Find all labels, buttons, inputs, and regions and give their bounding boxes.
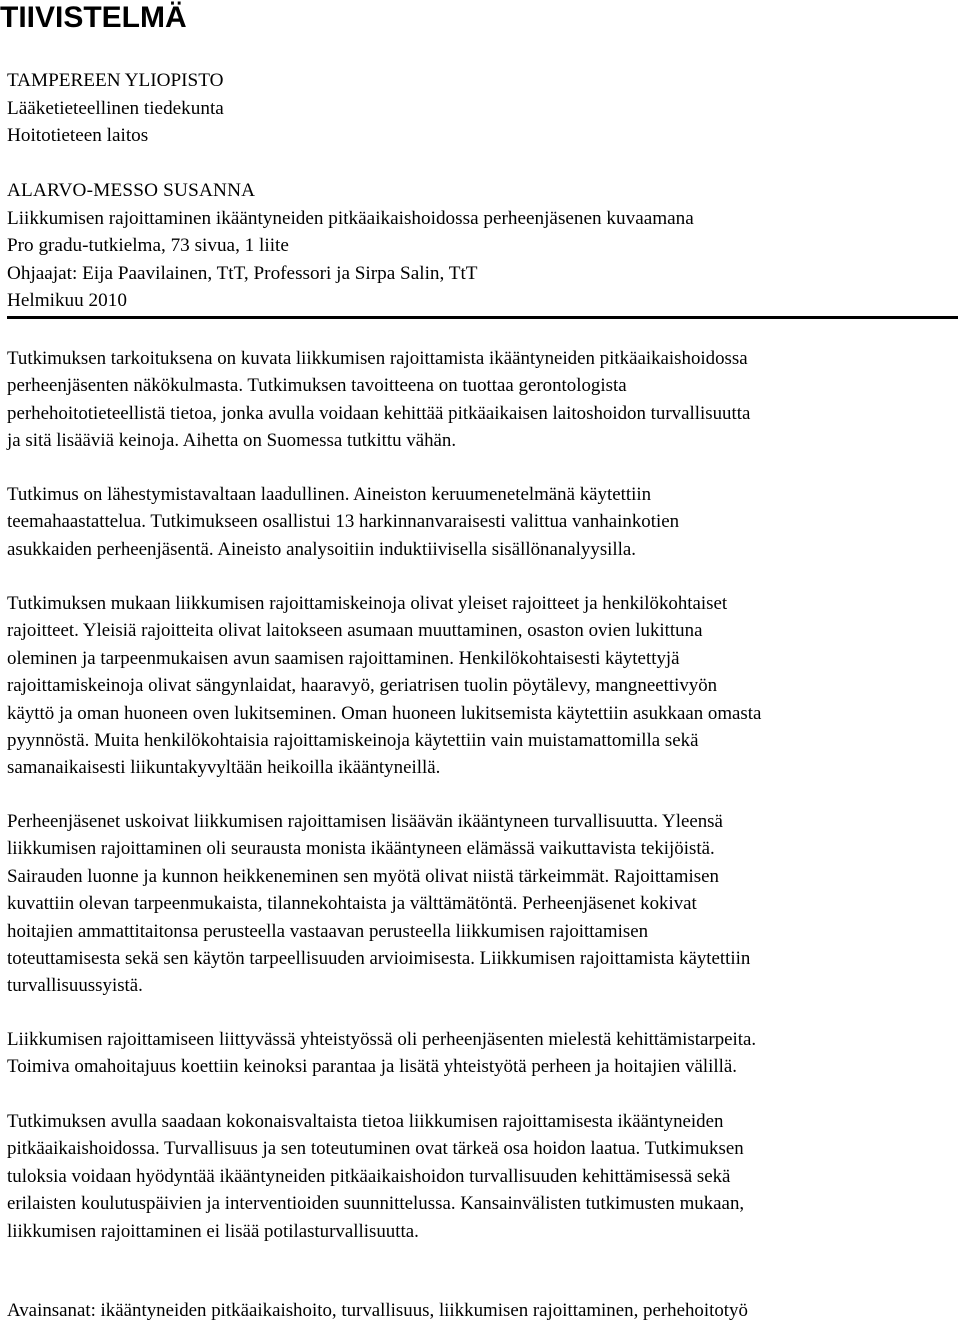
paragraph-line: Tutkimuksen tarkoituksena on kuvata liikkumisen rajoittamista ikääntyneiden pitkäaikaishoidossa: [7, 348, 748, 369]
keywords-line: [7, 1297, 947, 1324]
thesis-title: Liikkumisen rajoittaminen ikääntyneiden pitkäaikaishoidossa perheenjäsenen kuvaamana: [7, 207, 694, 229]
thesis-supervisors: Ohjaajat: Eija Paavilainen, TtT, Professori ja Sirpa Salin, TtT: [7, 262, 478, 284]
paragraph-line: teemahaastattelua. Tutkimukseen osallistui 13 harkinnanvaraisesti valittua vanhainkotien: [7, 511, 680, 533]
paragraph-line: rajoittamiskeinoja olivat sängynlaidat, haaravyö, geriatrisen tuolin pöytälevy, mangneettivyön: [7, 675, 718, 697]
paragraph-line: tuloksia voidaan hyödyntää ikääntyneiden pitkäaikaishoidon turvallisuuden kehittämisessä sekä: [7, 1165, 731, 1187]
page-heading: TIIVISTELMÄ: [0, 1, 187, 34]
faculty-name: Lääketieteellinen tiedekunta: [7, 97, 224, 119]
thesis-date: Helmikuu 2010: [7, 290, 127, 312]
paragraph-line: rajoitteet. Yleisiä rajoitteita olivat laitokseen asumaan muuttaminen, osaston ovien lukittuna: [7, 620, 703, 642]
paragraph-line: toteuttamisesta sekä sen käytön tarpeellisuuden arvioimisesta. Liikkumisen rajoittamista käytettiin: [7, 948, 751, 970]
abstract-paragraph-purpose: [7, 345, 947, 455]
institution-block: [7, 67, 957, 150]
thesis-info-block: [7, 177, 957, 315]
thesis-type: Pro gradu-tutkielma, 73 sivua, 1 liite: [7, 235, 289, 257]
paragraph-line: liikkumisen rajoittaminen oli seurausta monista ikääntyneen elämässä vaikuttavista tekijöistä.: [7, 838, 715, 860]
paragraph-line: Tutkimuksen avulla saadaan kokonaisvaltaista tietoa liikkumisen rajoittamisesta ikääntyneiden: [7, 1111, 724, 1132]
paragraph-line: oleminen ja tarpeenmukaisen avun saamisen rajoittaminen. Henkilökohtaisesti käytettyjä: [7, 647, 680, 669]
paragraph-line: pyynnöstä. Muita henkilökohtaisia rajoittamiskeinoja käytettiin vain muistamattomilla sekä: [7, 730, 699, 752]
paragraph-line: Sairauden luonne ja kunnon heikkeneminen sen myötä olivat niistä tärkeimmät. Rajoittamisen: [7, 865, 719, 887]
paragraph-line: Toimiva omahoitajuus koettiin keinoksi parantaa ja lisätä yhteistyötä perheen ja hoitajien välillä.: [7, 1056, 737, 1078]
department-name: Hoitotieteen laitos: [7, 125, 149, 147]
paragraph-line: Liikkumisen rajoittamiseen liittyvässä yhteistyössä oli perheenjäsenten mielestä kehittämistarpeita.: [7, 1029, 757, 1050]
paragraph-line: käyttö ja oman huoneen oven lukitseminen. Oman huoneen lukitsemista käytettiin asukkaan omasta: [7, 702, 762, 724]
paragraph-line: kuvattiin olevan tarpeenmukaista, tilannekohtaista ja välttämätöntä. Perheenjäsenet kokivat: [7, 893, 697, 915]
paragraph-line: Tutkimus on lähestymistavaltaan laadullinen. Aineiston keruumenetelmänä käytettiin: [7, 484, 652, 505]
abstract-paragraph-family-views: [7, 808, 947, 1000]
paragraph-line: erilaisten koulutuspäivien ja interventioiden suunnittelussa. Kansainvälisten tutkimusten mukaan,: [7, 1193, 745, 1215]
abstract-paragraph-conclusion: [7, 1108, 947, 1245]
paragraph-line: perheenjäsenten näkökulmasta. Tutkimuksen tavoitteena on tuottaa gerontologista: [7, 375, 627, 397]
paragraph-line: asukkaiden perheenjäsentä. Aineisto analysoitiin induktiivisella sisällönanalyysilla.: [7, 538, 637, 560]
keywords-text: Avainsanat: ikääntyneiden pitkäaikaishoito, turvallisuus, liikkumisen rajoittaminen, perhehoitotyö: [7, 1300, 748, 1321]
horizontal-rule: [7, 316, 958, 319]
paragraph-line: ja sitä lisääviä keinoja. Aihetta on Suomessa tutkittu vähän.: [7, 430, 457, 452]
paragraph-line: liikkumisen rajoittaminen ei lisää potilasturvallisuutta.: [7, 1220, 419, 1242]
abstract-paragraph-results: [7, 590, 947, 782]
paragraph-line: hoitajien ammattitaitonsa perusteella vastaavan perusteella liikkumisen rajoittamisen: [7, 920, 649, 942]
paragraph-line: samanaikaisesti liikuntakyvyltään heikoilla ikääntyneillä.: [7, 757, 441, 779]
author-name: ALARVO-MESSO SUSANNA: [7, 180, 256, 201]
paragraph-line: Perheenjäsenet uskoivat liikkumisen rajoittamisen lisäävän ikääntyneen turvallisuutta. Yleensä: [7, 811, 723, 832]
paragraph-line: turvallisuussyistä.: [7, 975, 143, 997]
paragraph-line: pitkäaikaishoidossa. Turvallisuus ja sen toteutuminen ovat tärkeä osa hoidon laatua. Tutkimuksen: [7, 1138, 744, 1160]
paragraph-line: perhehoitotieteellistä tietoa, jonka avulla voidaan kehittää pitkäaikaisen laitoshoidon turvallisuutta: [7, 402, 751, 424]
abstract-paragraph-method: [7, 481, 947, 563]
abstract-paragraph-cooperation: [7, 1026, 947, 1081]
university-name: TAMPEREEN YLIOPISTO: [7, 70, 224, 91]
paragraph-line: Tutkimuksen mukaan liikkumisen rajoittamiskeinoja olivat yleiset rajoitteet ja henkilökohtaiset: [7, 593, 728, 614]
